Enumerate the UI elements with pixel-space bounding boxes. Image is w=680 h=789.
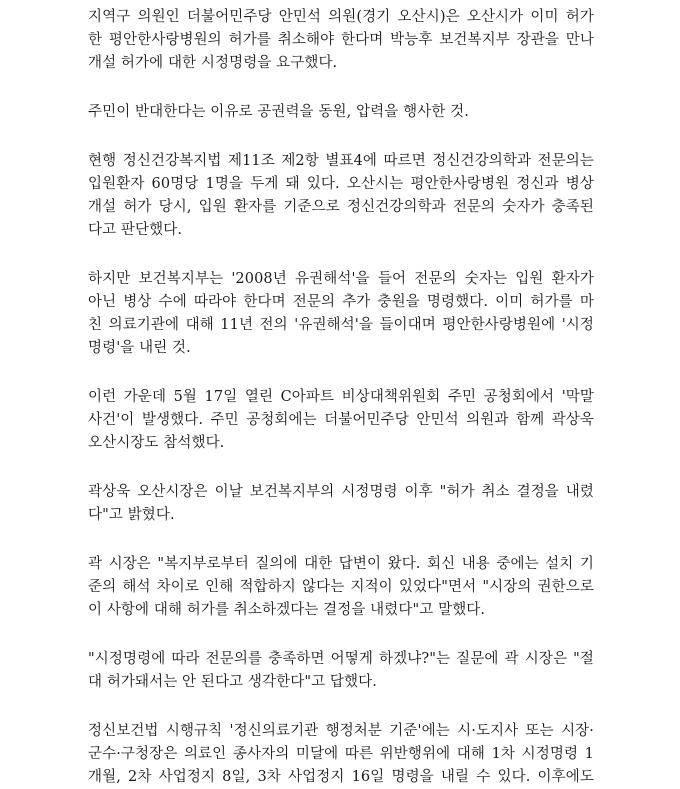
text-line: 다고 판단했다.: [88, 222, 183, 238]
paragraph-spacer: [88, 124, 594, 150]
text-line: 정신보건법 시행규칙 '정신의료기관 행정처분 기준'에는 시·도지사 또는 시장·: [88, 723, 594, 739]
text-line: 개설 허가에 대한 시정명령을 요구했다.: [88, 55, 338, 71]
text-line: 이런 가운데 5월 17일 열린 C아파트 비상대책위원회 주민 공청회에서 '막말: [88, 389, 594, 405]
paragraph-2: [88, 101, 594, 124]
text-line: 이 사항에 대해 허가를 취소하겠다는 결정을 내렸다"고 말했다.: [88, 602, 486, 618]
text-line: 지역구 의원인 더불어민주당 안민석 의원(경기 오산시)은 오산시가 이미 허가: [88, 9, 594, 25]
paragraph-spacer: [88, 622, 594, 648]
paragraph-spacer: [88, 455, 594, 481]
paragraph-4: [88, 268, 594, 360]
text-line: 한 평안한사랑병원의 허가를 취소해야 한다며 박능후 보건복지부 장관을 만나: [88, 32, 594, 48]
text-line: 아닌 병상 수에 따라야 한다며 전문의 추가 충원을 명령했다. 이미 허가를 마: [88, 294, 594, 310]
text-line: 개월, 2차 사업정지 8일, 3차 사업정지 16일 명령을 내릴 수 있다. 이후에도: [88, 769, 594, 785]
text-line: 준의 해석 차이로 인해 적합하지 않다는 지적이 있었다"면서 "시장의 권한으로: [88, 579, 594, 595]
paragraph-spacer: [88, 242, 594, 268]
paragraph-spacer: [88, 75, 594, 101]
text-line: 곽 시장은 "복지부로부터 질의에 대한 답변이 왔다. 회신 내용 중에는 설치 기: [88, 556, 594, 572]
paragraph-spacer: [88, 694, 594, 720]
paragraph-6: [88, 481, 594, 527]
paragraph-1: [88, 6, 594, 75]
text-line: 다"고 밝혔다.: [88, 507, 175, 523]
text-line: 친 의료기관에 대해 11년 전의 '유권해석'을 들이대며 평안한사랑병원에 '시정: [88, 317, 594, 333]
text-line: 곽상욱 오산시장은 이날 보건복지부의 시정명령 이후 "허가 취소 결정을 내렸: [88, 484, 594, 500]
paragraph-spacer: [88, 360, 594, 386]
text-line: 입원환자 60명당 1명을 두게 돼 있다. 오산시는 평안한사랑병원 정신과 병상: [88, 176, 594, 192]
text-line: 현행 정신건강복지법 제11조 제2항 별표4에 따르면 정신건강의학과 전문의는: [88, 153, 594, 169]
text-line: 군수·구청장은 의료인 종사자의 미달에 따른 위반행위에 대해 1차 시정명령 1: [88, 746, 594, 762]
text-line: 사건'이 발생했다. 주민 공청회에는 더불어민주당 안민석 의원과 함께 곽상욱: [88, 412, 594, 428]
paragraph-9: [88, 720, 594, 789]
text-line: 하지만 보건복지부는 '2008년 유권해석'을 들어 전문의 숫자는 입원 환자가: [88, 271, 594, 287]
text-line: 오산시장도 참석했다.: [88, 435, 225, 451]
text-line: 개설 허가 당시, 입원 환자를 기준으로 정신건강의학과 전문의 숫자가 충족된: [88, 199, 594, 215]
article-body: [88, 6, 594, 789]
text-line: "시정명령에 따라 전문의를 충족하면 어떻게 하겠냐?"는 질문에 곽 시장은 "절: [88, 651, 594, 667]
paragraph-spacer: [88, 527, 594, 553]
paragraph-5: [88, 386, 594, 455]
text-line: 대 허가돼서는 안 된다고 생각한다"고 답했다.: [88, 674, 377, 690]
paragraph-7: [88, 553, 594, 622]
paragraph-3: [88, 150, 594, 242]
text-line: 주민이 반대한다는 이유로 공권력을 동원, 압력을 행사한 것.: [88, 104, 469, 120]
text-line: 명령'을 내린 것.: [88, 340, 191, 356]
paragraph-8: [88, 648, 594, 694]
